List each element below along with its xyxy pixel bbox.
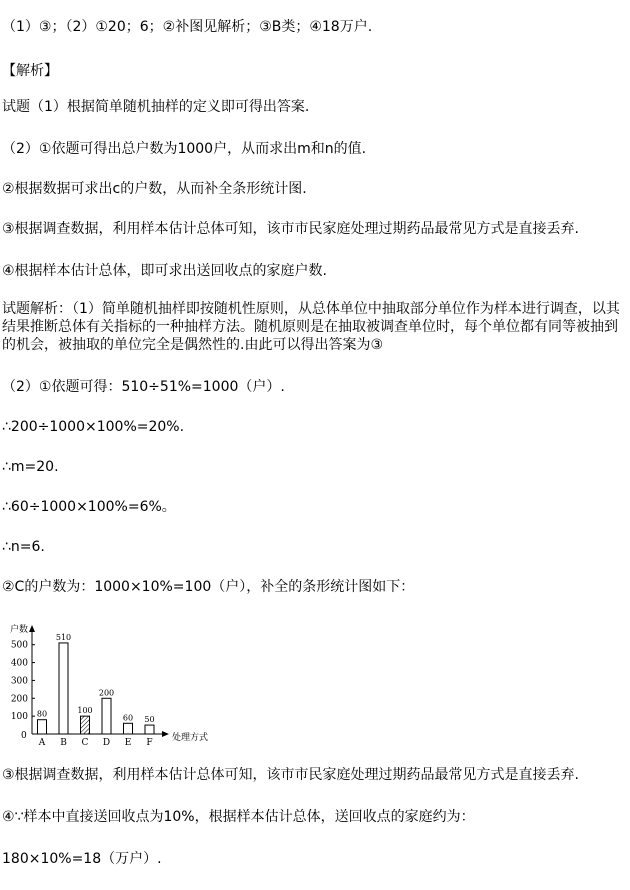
- x-axis-title: 处理方式: [172, 733, 209, 743]
- solution-step-3: ∴m=20.: [2, 459, 59, 475]
- solution-step-8: ④∵样本中直接送回收点为10%，根据样本估计总体，送回收点的家庭约为：: [2, 809, 475, 825]
- bar-B: [59, 643, 68, 734]
- x-tick-label: A: [38, 738, 46, 748]
- bar-value-label: 50: [144, 715, 155, 725]
- solution-step-5: ∴n=6.: [2, 539, 45, 555]
- bar-C: [81, 716, 90, 734]
- solution-step-9: 180×10%=18（万户）.: [2, 851, 162, 867]
- bar-E: [124, 723, 133, 734]
- bar-value-label: 510: [55, 632, 72, 642]
- bar-chart: [0, 622, 215, 752]
- x-tick-label: E: [124, 738, 132, 748]
- bar-D: [102, 698, 111, 734]
- x-tick-label: F: [146, 738, 153, 748]
- y-tick-label: 400: [10, 658, 28, 669]
- answer-summary: （1）③；（2）①20；6；②补图见解析；③B类；④18万户.: [2, 19, 373, 35]
- origin-label: 0: [21, 731, 27, 741]
- solution-step-2: ∴200÷1000×100%=20%.: [2, 419, 185, 435]
- bar-value-label: 200: [98, 688, 115, 698]
- bar-A: [38, 720, 47, 734]
- y-tick-label: 300: [10, 676, 28, 687]
- solution-paragraph: 试题解析：（1）简单随机抽样即按随机性原则，从总体单位中抽取部分单位作为样本进行调查，以其结果推断总体有关指标的一种抽样方法。随机原则是在抽取被调查单位时，每个单位都有同等被抽到的机会，被抽取的单位完全是偶然性的.由此可以得出答案为③: [2, 301, 620, 353]
- analysis-line-4: ③根据调查数据，利用样本估计总体可知，该市市民家庭处理过期药品最常见方式是直接丢弃.: [2, 221, 579, 237]
- analysis-line-1: 试题（1）根据简单随机抽样的定义即可得出答案.: [2, 99, 310, 115]
- bar-value-label: 60: [122, 713, 134, 723]
- y-tick-label: 100: [10, 712, 28, 723]
- analysis-heading: 【解析】: [2, 63, 58, 79]
- analysis-line-5: ④根据样本估计总体，即可求出送回收点的家庭户数.: [2, 263, 327, 279]
- bar-value-label: 100: [77, 706, 93, 716]
- analysis-line-2: （2）①依题可得出总户数为1000户，从而求出m和n的值.: [2, 141, 367, 157]
- x-axis-arrow: [162, 731, 169, 737]
- y-tick-label: 500: [10, 640, 28, 651]
- y-axis-arrow: [29, 625, 35, 632]
- solution-step-1: （2）①依题可得：510÷51%=1000（户）.: [2, 379, 285, 395]
- bar-F: [145, 725, 154, 734]
- solution-step-7: ③根据调查数据，利用样本估计总体可知，该市市民家庭处理过期药品最常见方式是直接丢弃.: [2, 767, 579, 783]
- analysis-line-3: ②根据数据可求出c的户数，从而补全条形统计图.: [2, 181, 307, 197]
- solution-step-6: ②C的户数为：1000×10%=100（户），补全的条形统计图如下：: [2, 579, 415, 595]
- bar-value-label: 80: [36, 709, 48, 719]
- solution-step-4: ∴60÷1000×100%=6%。: [2, 499, 176, 515]
- x-tick-label: C: [81, 738, 89, 748]
- y-tick-label: 200: [10, 694, 28, 705]
- y-axis-title: 户数: [10, 625, 29, 635]
- x-tick-label: B: [60, 738, 67, 748]
- x-tick-label: D: [102, 738, 111, 748]
